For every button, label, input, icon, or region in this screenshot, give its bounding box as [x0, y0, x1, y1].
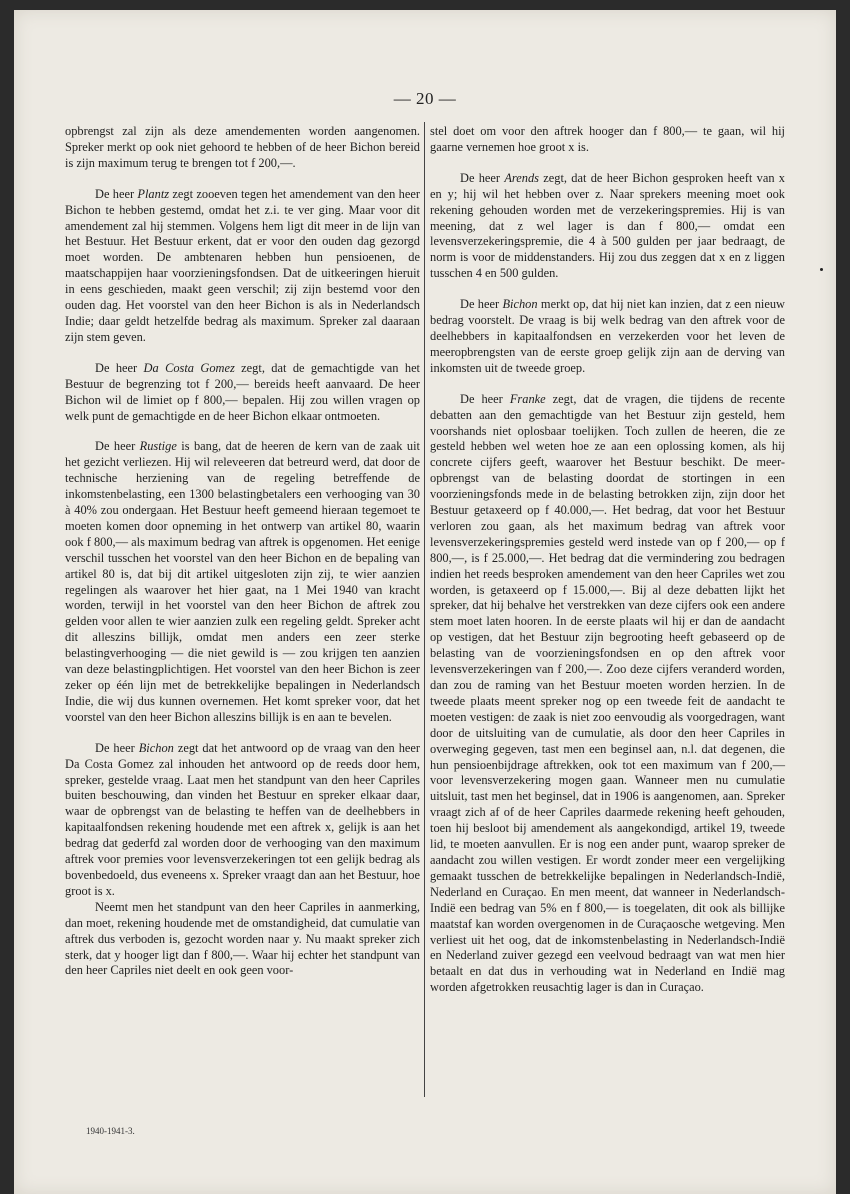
paragraph: opbrengst zal zijn als deze amendementen worden aangenomen. Spreker merkt op ook niet gehoord te hebben of de heer Bichon bereid is zijn maximum terug te brengen tot f 200,—.: [65, 124, 420, 170]
speaker-name: Bichon: [138, 740, 174, 755]
paragraph: De heer Bichon merkt op, dat hij niet kan inzien, dat z een nieuw bedrag voorstelt. De vraag is bij welk bedrag van den aftrek voor de deelhebbers in kapitaalfondsen en verzekerden voor het leven de meeropbrengsten van de eerste groep gelijk zijn aan de derving van inkomsten uit de tweede groep.: [430, 297, 785, 375]
paragraph: De heer Arends zegt, dat de heer Bichon gesproken heeft van x en y; hij wil het hebben over z. Naar sprekers meening moet ook rekening gehouden worden met de verzekeringspremies. Hij is van meening, dat z wel lager is dan f 800,— omdat een levensverzekeringspremie, die 4 à 500 gulden per jaar bedraagt, de norm is voor de middenstanders. Hij zou dus zeggen dat x en z liggen tusschen 4 en 500 gulden.: [430, 170, 785, 281]
paragraph: De heer Da Costa Gomez zegt, dat de gemachtigde van het Bestuur de begrenzing tot f 200,— bereids heeft aanvaard. De heer Bichon wil de limiet op f 800,— bepalen. Hij zou willen vragen op welk punt de gemachtigde en de heer Bichon elkaar ontmoeten.: [65, 360, 421, 423]
speaker-name: Rustige: [139, 439, 177, 454]
right-column: [430, 124, 785, 996]
paragraph: De heer Bichon zegt dat het antwoord op de vraag van den heer Da Costa Gomez zal inhouden het antwoord op de reeds door hem, spreker, gestelde vraag. Laat men het standpunt van den heer Capriles buiten beschouwing, dan vinden het Bestuur en spreker elkaar daar, waar de opbrengst van de belasting te heffen van de deelhebbers in kapitaalfondsen rekening houdende met een aftrek x, gelijk is aan het bedrag dat gederfd zal worden door de verhooging van den maximum aftrek voor premies voor levensverzekeringen tot een gelijk bedrag als bovenbedoeld, dus eveneens x. Spreker vraagt dan aan het Bestuur, hoe groot is x.: [65, 740, 421, 898]
margin-mark: [820, 268, 823, 271]
paragraph: De heer Rustige is bang, dat de heeren de kern van de zaak uit het gezicht verliezen. Hij wil releveeren dat betreurd werd, dat door de technische herziening van de regeling betreffende de inkomstenbelasting, een 1300 belastingbetalers een verhooging van 30 à 40% zou ondergaan. Het Bestuur heeft gemeend hieraan tegemoet te moeten komen door opneming in het ontwerp van artikel 80, waarin ook f 800,— als maximum bedrag van aftrek is opgenomen. Het eenige verschil tusschen het voorstel van den heer Bichon en de bepaling van artikel 80 is, dat bij dit artikel uitgesloten zijn zij, te wier aanzien regelingen als waarover het hier gaat, na 1 Mei 1940 van kracht worden, terwijl in het voorstel van den heer Bichon de aftrek zou gelden voor allen te wier aanzien zulk een regeling geldt. Spreker acht dit alleszins billijk, omdat men anders een zeer sterke belastingverhooging — die niet gewild is — zou krijgen ten aanzien van deze belastingplichtigen. Het voorstel van den heer Bichon is zeer zeker op één lijn met de betrekkelijke bepalingen in Nederlandsch Indie, die wij dus kunnen overnemen. Het komt spreker voor, dat het voorstel van den heer Bichon alleszins billijk is en aan te bevelen.: [65, 439, 420, 724]
footer-code: 1940-1941-3.: [86, 1126, 135, 1136]
page-number: — 20 —: [393, 89, 457, 108]
column-divider: [424, 122, 425, 1097]
speaker-name: Plantz: [137, 186, 170, 201]
paragraph: Neemt men het standpunt van den heer Capriles in aanmerking, dan moet, rekening houdende met de omstandigheid, dat cumulatie van aftrek dus verboden is, gezocht worden naar y. Nu maakt spreker zich sterk, dat y hooger ligt dan f 800,—. Waar hij echter het standpunt van den heer Capriles niet deelt en ook geen voor-: [65, 899, 420, 978]
speaker-name: Bichon: [502, 297, 538, 312]
speaker-name: Arends: [504, 170, 539, 185]
paragraph: stel doet om voor den aftrek hooger dan f 800,— te gaan, wil hij gaarne vernemen hoe groot x is.: [430, 124, 785, 154]
speaker-name: Da Costa Gomez: [143, 360, 235, 375]
paragraph: De heer Plantz zegt zooeven tegen het amendement van den heer Bichon te hebben gestemd, omdat het z.i. te ver ging. Maar voor dit amendement zal hij stemmen. Volgens hem ligt dit meer in de lijn van het Bestuur. Het Bestuur erkent, dat er voor den ouden dag gezorgd moet worden. De ambtenaren hebben hun pensioenen, de maatschappijen haar voorzieningsfondsen. Dat de uitkeeringen hieruit in eens geschieden, maakt geen verschil; zij zijn bestemd voor den ouden dag. Het voorstel van den heer Bichon is als in Nederlandsch Indie; daar geldt hetzelfde bedrag als maximum. Spreker zal daaraan zijn stem geven.: [65, 186, 420, 344]
paragraph: De heer Franke zegt, dat de vragen, die tijdens de recente debatten aan den gemachtigde van het Bestuur zijn gesteld, hem voorshands niet oplosbaar toelijken. Toch zullen de heeren, die ze gesteld hebben wel weten hoe ze aan een oplossing komen, als hij concrete cijfers geeft, waarover het Bestuur beschikt. De meer-opbrengst van de belasting doordat de stortingen in een voorzieningsfonds mede in de belasting betrokken zijn, zijn door het Bestuur getaxeerd op f 40.000,—. Het bedrag, dat voor het Bestuur verloren zou gaan, als het maximum bedrag van aftrek voor levensverzekeringspremies gesteld werd instede van op f 200,— op f 800,—, is f 25.000,—. Het bedrag dat die vermindering zou bedragen indien het reeds besproken amendement van den heer Capriles wet zou worden, is getaxeerd op f 15.000,—. Bij al deze debatten lijkt het spreker, dat hij behalve het verstrekken van deze cijfers ook een andere stem moet laten hooren. In de eerste plaats wil hij er dan de aandacht op vestigen, dat het Bestuur zijn begrooting heeft gebaseerd op de belasting van de voorzieningsfondsen en op den aftrek voor levensverzekeringen van f 200,—. Zoo deze cijfers veranderd worden, dan zou de raming van het Bestuur moeten worden herzien. In de tweede plaats meent spreker nog op een tweede feit de aandacht te moeten vestigen: de zaak is niet zoo eenvoudig als voorgedragen, want door de uitsluiting van de cumulatie, als door den heer Capriles in overweging gegeven, tast men een beginsel aan, n.l. dat degenen, die hun pensioenbijdrage aftrekken, ook tot een maximum van f 200,— voor levensverzekering mogen gaan. Wanneer men nu cumulatie uitsluit, tast men het beginsel, dat in 1906 is aangenomen, aan. Spreker vraagt zich af of de heer Capriles daarmede rekening heeft gehouden, toen hij besloot bij amendement als aangekondigd, artikel 19, tweede lid, te moeten aanvullen. Er is nog een ander punt, waarop spreker de aandacht zou willen vestigen. Er wordt zonder meer een vergelijking gemaakt tusschen de betrekkelijke bepalingen in Nederlandsch-Indië, Nederland en Curaçao. En men meent, dat wanneer in Nederlandsch-Indië een bedrag van 5% en f 800,— is toegelaten, dit ook als billijke maatstaf kan worden overgenomen in de Curaçaosche wetgeving. Men verliest uit het oog, dat de inkomstenbelasting in Nederlandsch-Indië en Nederland zuiver gezegd een veelvoud bedraagt van wat men hier betaalt en dat dus in verhouding wat in Nederland en Indië mag worden afgetrokken reusachtig lager is dan in Curaçao.: [430, 391, 785, 995]
speaker-name: Franke: [509, 391, 546, 406]
left-column: [65, 124, 420, 979]
